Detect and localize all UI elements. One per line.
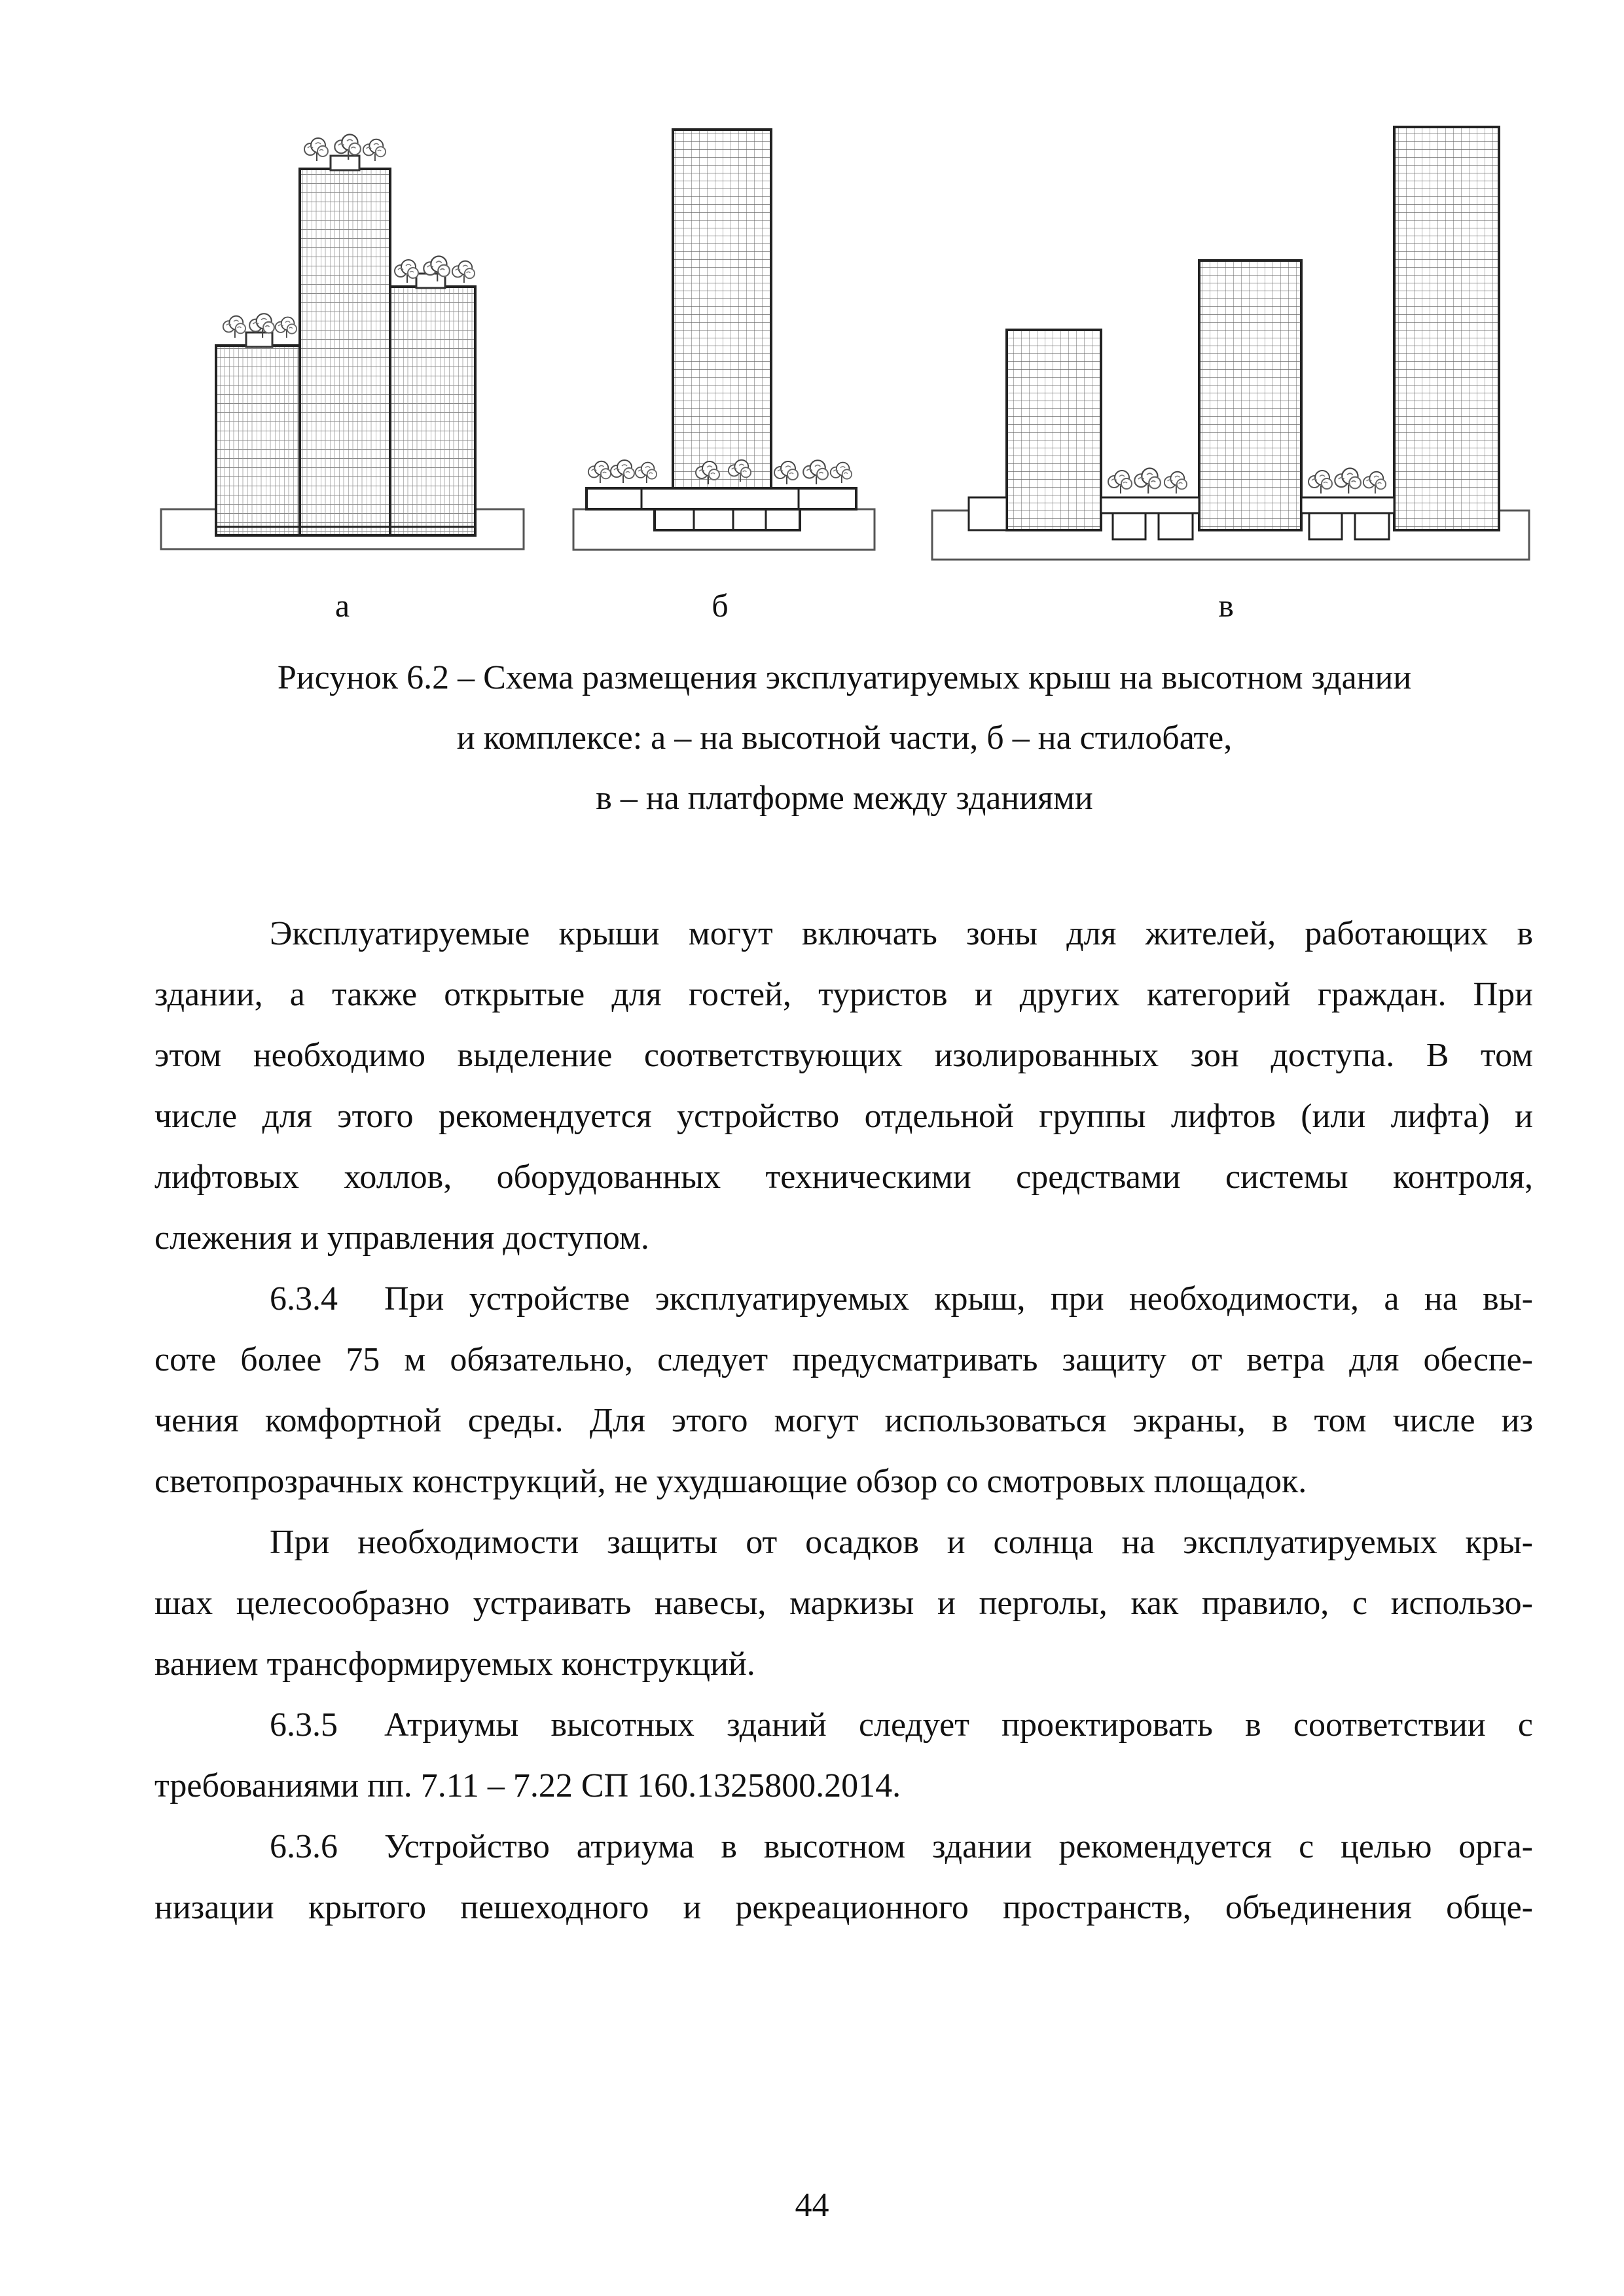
text-line [154, 1695, 1533, 1755]
paragraph-protection [154, 1512, 1533, 1695]
text-line: этом необходимо выделение соответствующих изолированных зон доступа. В том [154, 1037, 1533, 1074]
text-line: соте более 75 м обязательно, следует предусматривать защиту от ветра для обеспе- [154, 1341, 1533, 1378]
text-line: светопрозрачных конструкций, не ухудшающие обзор со смотровых площадок. [154, 1463, 1307, 1500]
page-number: 44 [795, 2187, 829, 2224]
clause-number: 6.3.4 [270, 1280, 338, 1318]
text-line: здании, а также открытые для гостей, туристов и других категорий граждан. При [154, 976, 1533, 1013]
text-line-content: При устройстве эксплуатируемых крыш, при необходимости, а на вы- [384, 1280, 1533, 1318]
body-text [154, 903, 1533, 1938]
figure-label-b: б [712, 587, 729, 624]
text-line: числе для этого рекомендуется устройство отдельной группы лифтов (или лифта) и [154, 1098, 1533, 1135]
text-line: лифтовых холлов, оборудованных техническими средствами системы контроля, [154, 1158, 1533, 1196]
figure-caption [157, 648, 1532, 829]
text-line: слежения и управления доступом. [154, 1219, 649, 1257]
text-line: При необходимости защиты от осадков и солнца на эксплуатируемых кры- [270, 1524, 1533, 1561]
text-line: требованиями пп. 7.11 – 7.22 СП 160.1325800.2014. [154, 1767, 901, 1804]
paragraph-6-3-4 [154, 1268, 1533, 1512]
text-line: ванием трансформируемых конструкций. [154, 1645, 755, 1683]
clause-number: 6.3.6 [270, 1828, 338, 1865]
text-line: низации крытого пешеходного и рекреационного пространств, объединения обще- [154, 1889, 1533, 1926]
building-roof-diagram [0, 0, 1624, 589]
clause-number: 6.3.5 [270, 1706, 338, 1744]
scheme-c [932, 127, 1529, 560]
caption-line: и комплексе: а – на высотной части, б – на стилобате, [456, 719, 1233, 757]
figure-label-c: в [1218, 587, 1234, 624]
scheme-b [573, 130, 875, 550]
text-line: шах целесообразно устраивать навесы, маркизы и перголы, как правило, с использо- [154, 1585, 1533, 1622]
caption-line: Рисунок 6.2 – Схема размещения эксплуатируемых крыш на высотном здании [277, 659, 1412, 696]
text-line-content: Устройство атриума в высотном здании рекомендуется с целью орга- [384, 1828, 1533, 1865]
text-line [154, 1816, 1533, 1877]
text-line: Эксплуатируемые крыши могут включать зоны для жителей, работающих в [270, 915, 1533, 952]
text-line: чения комфортной среды. Для этого могут использоваться экраны, в том числе из [154, 1402, 1533, 1439]
caption-line: в – на платформе между зданиями [596, 780, 1093, 817]
paragraph-intro [154, 903, 1533, 1268]
text-line-content: Атриумы высотных зданий следует проектировать в соответствии с [384, 1706, 1533, 1744]
paragraph-6-3-6 [154, 1816, 1533, 1938]
scheme-a [161, 135, 524, 550]
text-line [154, 1268, 1533, 1329]
paragraph-6-3-5 [154, 1695, 1533, 1816]
figure-label-a: а [334, 587, 350, 624]
